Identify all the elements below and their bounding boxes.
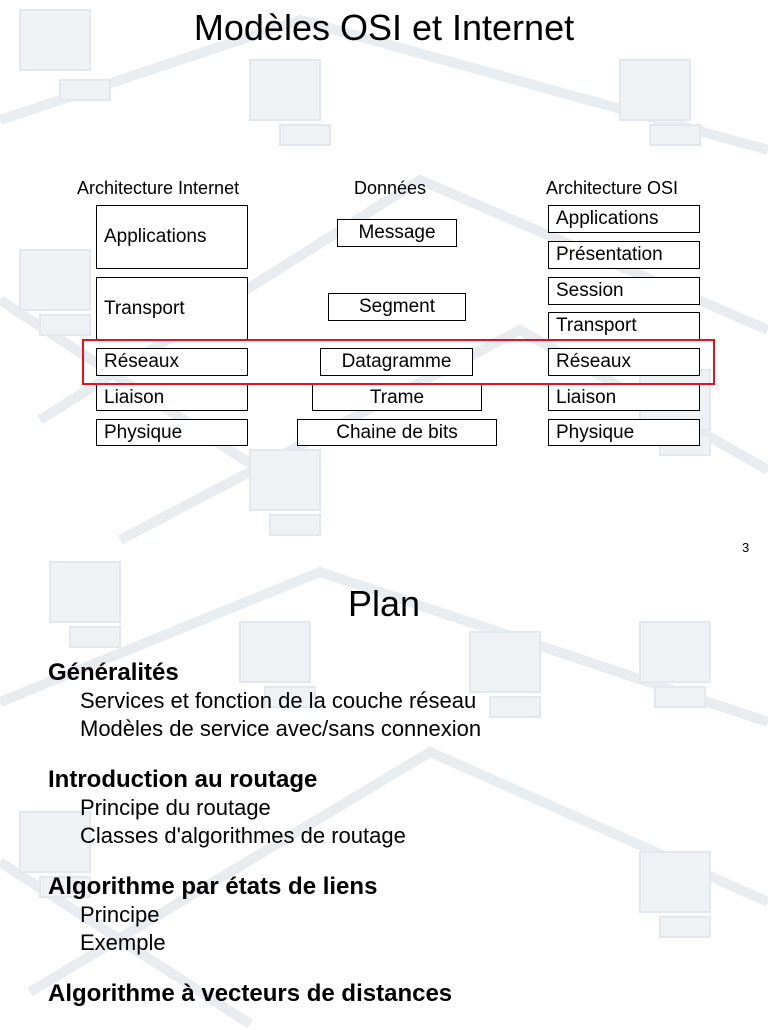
plan-section-title: Algorithme par états de liens: [48, 873, 378, 900]
osi-layer-application: Applications: [548, 205, 700, 233]
data-unit-datagram: Datagramme: [320, 348, 473, 376]
osi-layer-session: Session: [548, 277, 700, 305]
plan-section: [48, 872, 748, 957]
data-unit-segment: Segment: [328, 293, 466, 321]
plan-section-item: Modèles de service avec/sans connexion: [80, 716, 482, 741]
internet-layer-network: Réseaux: [96, 348, 248, 376]
plan-section-item: Principe du routage: [80, 795, 271, 820]
plan-section-item: Services et fonction de la couche réseau: [80, 688, 477, 713]
plan-section-item: Classes d'algorithmes de routage: [80, 823, 406, 848]
slide-title: Modèles OSI et Internet: [193, 7, 575, 48]
plan-section-item: Exemple: [80, 930, 166, 955]
osi-layer-transport: Transport: [548, 312, 700, 340]
internet-layer-physical: Physique: [96, 419, 248, 446]
osi-layer-presentation: Présentation: [548, 241, 700, 269]
internet-layer-transport: Transport: [96, 277, 248, 340]
plan-section: [48, 658, 748, 743]
osi-layer-link: Liaison: [548, 384, 700, 411]
plan-section-title: Introduction au routage: [48, 766, 318, 793]
network-layer-highlight: [82, 339, 715, 385]
data-unit-bitstream: Chaine de bits: [297, 419, 497, 446]
plan-section-title: Algorithme à vecteurs de distances: [48, 980, 453, 1007]
header-data: Données: [354, 178, 427, 198]
data-unit-message: Message: [337, 219, 457, 247]
plan-outline: [48, 658, 748, 1030]
internet-layer-applications: Applications: [96, 205, 248, 269]
plan-section: [48, 979, 748, 1008]
header-osi-architecture: Architecture OSI: [546, 178, 679, 198]
page-number: 3: [742, 540, 750, 555]
plan-section: [48, 765, 748, 850]
slide-title: Plan: [347, 583, 421, 624]
osi-layer-network: Réseaux: [548, 348, 700, 376]
header-internet-architecture: Architecture Internet: [77, 178, 240, 198]
slide-plan: [0, 562, 768, 1024]
plan-section-title: Généralités: [48, 659, 179, 686]
osi-layer-physical: Physique: [548, 419, 700, 446]
plan-section-item: Principe: [80, 902, 160, 927]
data-unit-frame: Trame: [312, 384, 482, 411]
internet-layer-link: Liaison: [96, 384, 248, 411]
